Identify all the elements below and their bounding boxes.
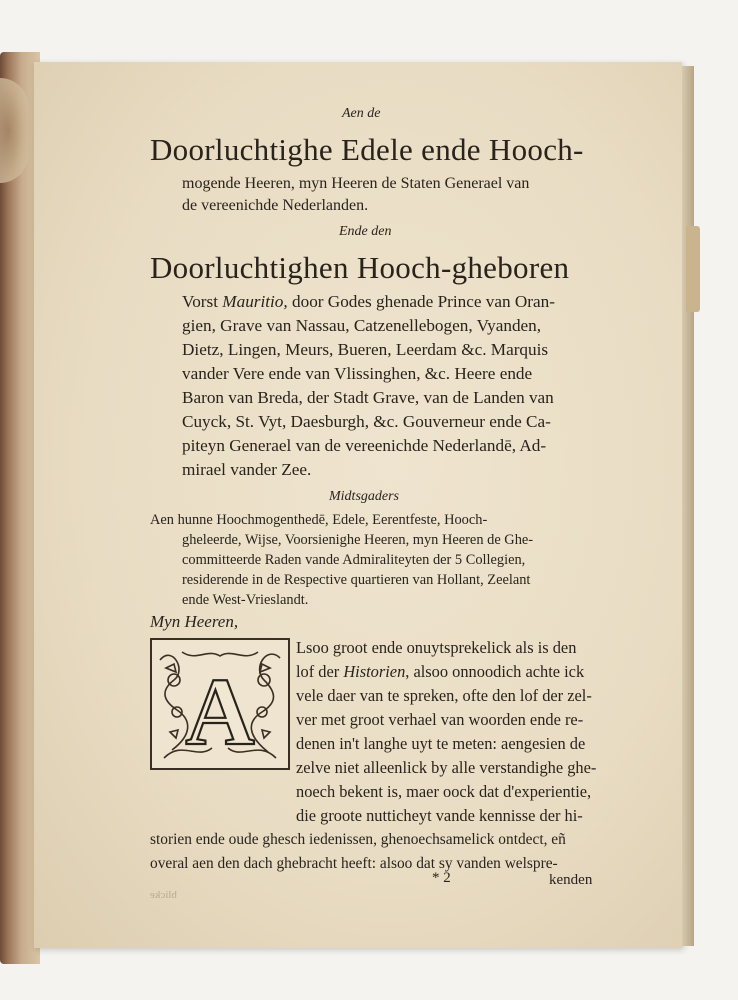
letter-line-5: denen in't langhe uyt te meten: aengesien de [296,734,586,753]
prince-line-8: mirael vander Zee. [182,460,312,479]
admiralty-line-2: gheleerde, Wijse, Voorsienighe Heeren, myn Heeren de Ghe- [182,532,534,548]
letter-line-9: storien ende oude ghesch iedenissen, ghenoechsamelick ontdect, eñ [150,831,566,848]
admiralty-line-4: residerende in de Respective quartieren van Hollant, Zeelant [182,572,531,588]
letter-line-2-pre: lof der [296,662,344,681]
prince-line-2: gien, Grave van Nassau, Catzenellebogen, Vyanden, [182,316,542,335]
letter-line-2-post: , alsoo onnoodich achte ick [405,662,585,681]
heading-staten-line-3: de vereenichde Nederlanden. [182,197,369,214]
prince-line-1 [182,290,555,314]
heading-prince: Doorluchtighen Hooch-gheboren [150,250,570,285]
letter-line-10: overal aen den dach ghebracht heeft: alsoo dat sy vanden welspre- [150,855,558,872]
prince-line-3: Dietz, Lingen, Meurs, Bueren, Leerdam &c. Marquis [182,340,549,359]
prince-line-7: piteyn Generael van de vereenichde Nederlandē, Ad- [182,436,547,455]
catchword: kenden [549,872,593,888]
prince-line-6: Cuyck, St. Vyt, Daesburgh, &c. Gouverneur ende Ca- [182,412,551,431]
admiralty-line-5: ende West-Vrieslandt. [182,592,309,608]
midtsgaders-label: Midtsgaders [329,489,399,504]
letter-line-7: noech bekent is, maer oock dat d'experientie, [296,782,592,801]
aen-de-label: Aen de [342,106,381,121]
page-tab [686,226,700,312]
decorated-initial [150,638,290,770]
bleed-through-text: blicke [150,889,177,901]
heading-staten-generael: Doorluchtighe Edele ende Hooch- [150,132,584,167]
drop-cap-letter: A [185,658,255,765]
historien-word: Historien [343,662,406,681]
letter-line-6: zelve niet alleenlick by alle verstandighe ghe- [296,758,597,777]
prince-line-4: vander Vere ende van Vlissinghen, &c. Heere ende [182,364,533,383]
letter-line-4: ver met groot verhael van woorden ende re- [296,710,584,729]
vorst-prefix: Vorst [182,292,223,311]
vorst-rest: door Godes ghenade Prince van Oran- [287,292,555,311]
admiralty-line-3: committeerde Raden vande Admiraliteyten der 5 Collegien, [182,552,526,568]
floral-ornament-icon [152,640,288,768]
vorst-name: Mauritio, [222,292,288,311]
signature-mark: * 2 [432,870,451,886]
letter-line-1: Lsoo groot ende onuytsprekelick als is den [296,638,577,657]
prince-line-5: Baron van Breda, der Stadt Grave, van de Landen van [182,388,554,407]
admiralty-line-1: Aen hunne Hoochmogenthedē, Edele, Eerentfeste, Hooch- [150,512,488,528]
letter-line-3: vele daer van te spreken, ofte den lof der zel- [296,686,592,705]
page-fore-edge [682,66,694,946]
heading-staten-line-2: mogende Heeren, myn Heeren de Staten Generael van [182,175,530,192]
spine-stain [0,78,28,183]
letter-line-8: die groote nutticheyt vande kennisse der hi- [296,806,583,825]
salutation: Myn Heeren, [150,612,239,631]
letter-line-2 [296,660,584,684]
ende-den-label: Ende den [339,224,392,239]
